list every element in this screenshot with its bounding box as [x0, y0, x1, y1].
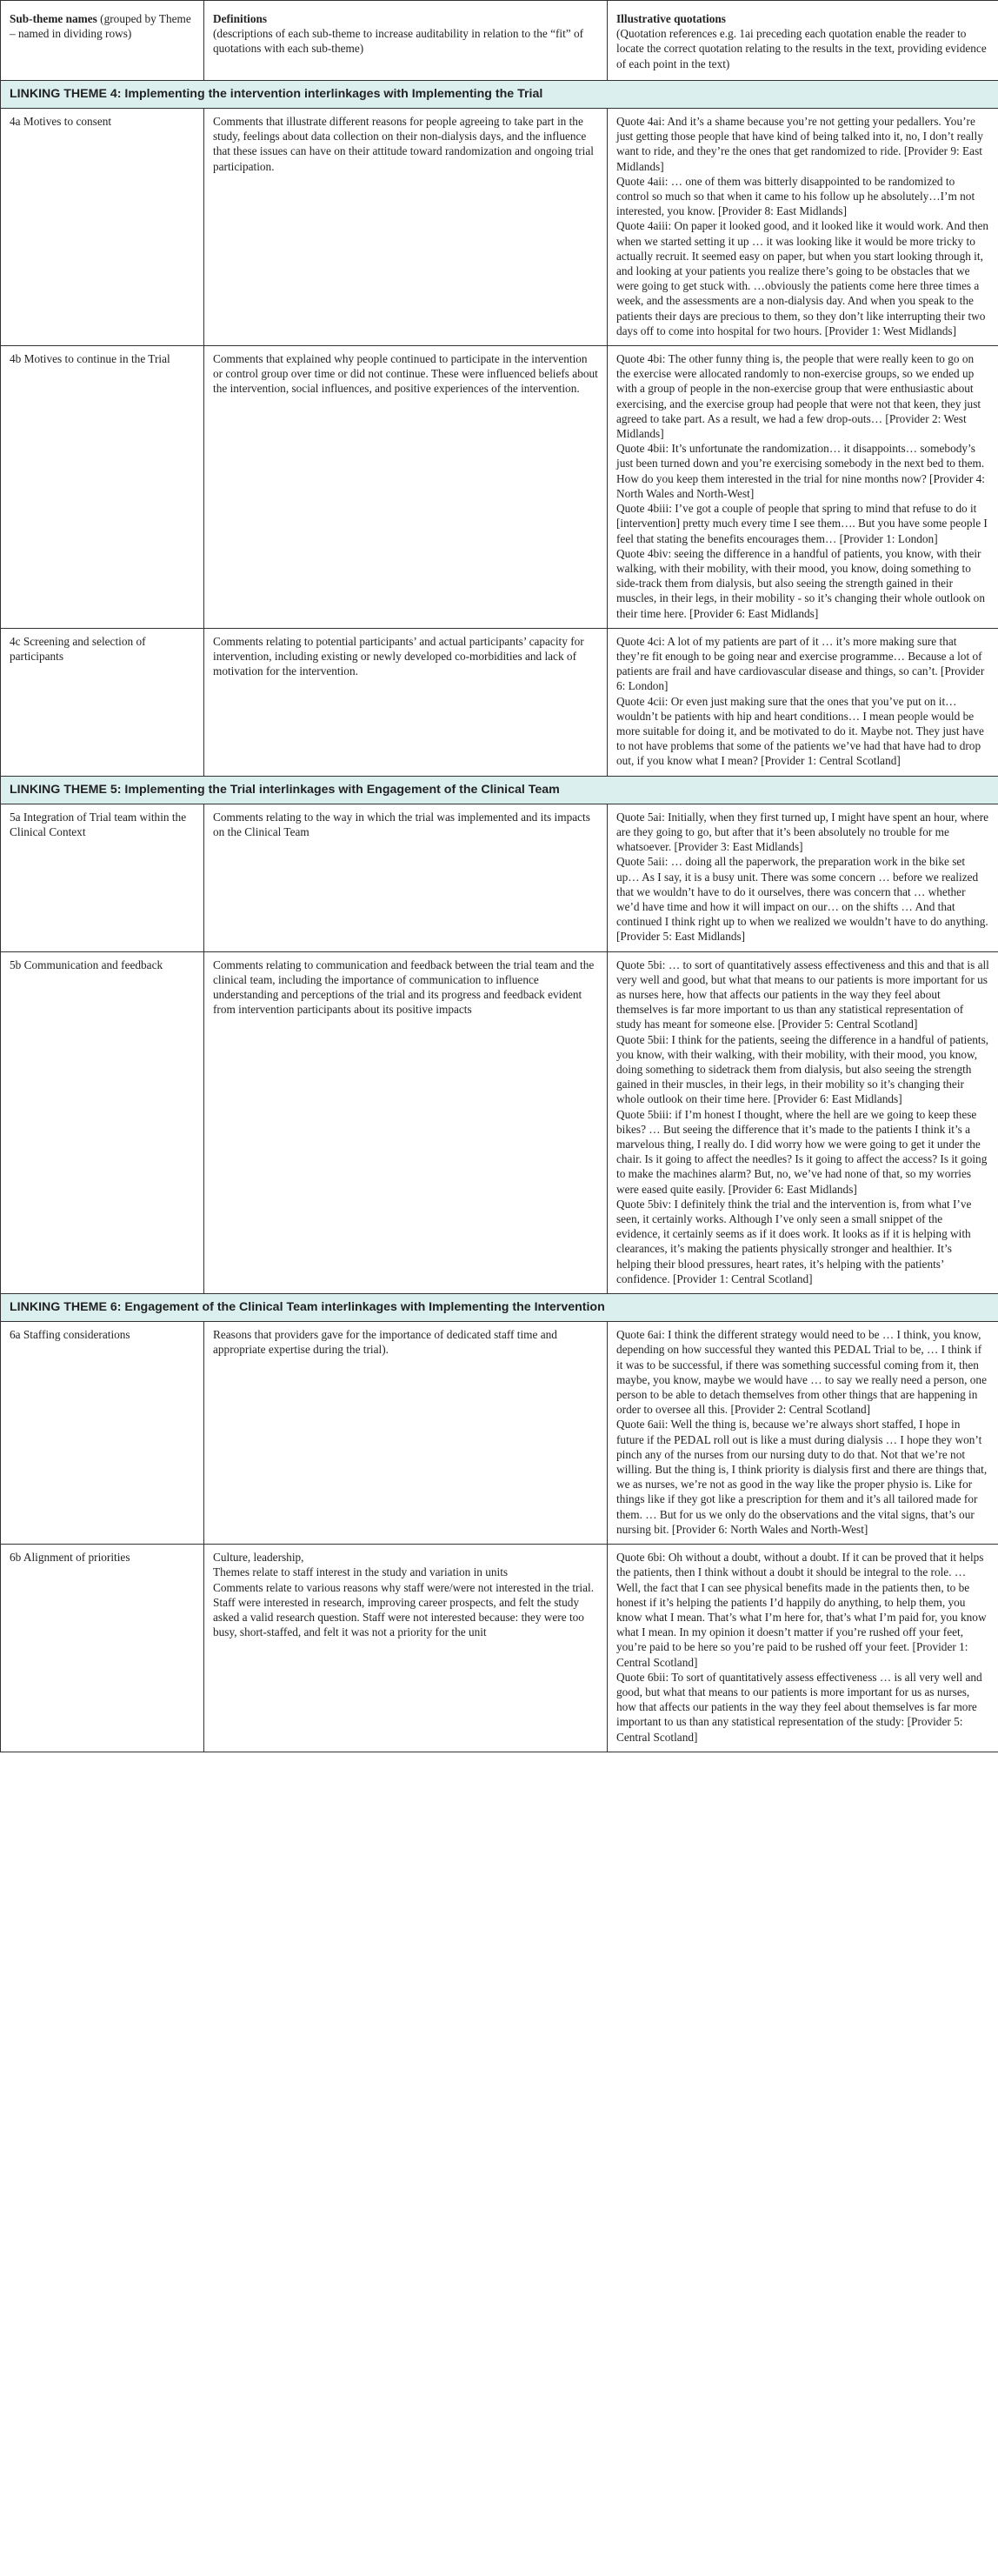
subtheme-row	[1, 1545, 998, 1752]
subtheme-name: 5a Integration of Trial team within the Clinical Context	[1, 804, 204, 951]
theme-title: LINKING THEME 4: Implementing the intervention interlinkages with Implementing the Trial	[1, 80, 998, 108]
theme-title: LINKING THEME 5: Implementing the Trial interlinkages with Engagement of the Clinical Team	[1, 776, 998, 804]
subtheme-name: 6a Staffing considerations	[1, 1322, 204, 1545]
subtheme-quotations	[608, 1322, 998, 1545]
header-cell-quotations	[608, 1, 998, 81]
header-title: Sub-theme names	[10, 12, 97, 25]
header-title: Definitions	[213, 12, 268, 25]
quotation: Quote 5aii: … doing all the paperwork, the preparation work in the bike set up… As I say, it is a busy unit. There was some concern … before we realized that we wouldn’t have to do it ourselves, there was concern that … whether we’d have time and how it will impact on our… on the shifts … And that continued I think right up to when we realized we wouldn’t have to do anything. [Provider 5: East Midlands]	[616, 855, 988, 944]
definition-text: Comments relating to the way in which the trial was implemented and its impacts on the Clinical Team	[213, 810, 590, 838]
quotation: Quote 4biv: seeing the difference in a handful of patients, you know, with their walking, with their mobility, with their mood, you know, doing something to side-track them from dialysis, but also seeing the strength gained in their muscles, in their legs, in their mobility - so it’s changing their whole outlook on their time here. [Provider 6: East Midlands]	[616, 546, 985, 620]
quotation: Quote 6bi: Oh without a doubt, without a doubt. If it can be proved that it helps the patients, then I think without a doubt it should be integral to the role. … Well, the fact that I can see physical benefits made in the patients then, to be honest if it’s helping the patients I’d happily do anything, to help them, you know what I mean. That’s what I’m here for, that’s what I’m paid for, you know what I mean. In my opinion it doesn’t matter if you’re rushed off your feet, you’re paid to be here so you’re paid to be rushed off your feet. [Provider 1: Central Scotland]	[616, 1551, 987, 1669]
subtheme-definition	[204, 804, 608, 951]
header-cell-subtheme	[1, 1, 204, 81]
subtheme-name: 4a Motives to consent	[1, 109, 204, 346]
quotation: Quote 4ai: And it’s a shame because you’re not getting your pedallers. You’re just getting those people that have kind of being talked into it, no, I don’t really want to ride, and they’re the ones that get randomized to ride. [Provider 9: East Midlands]	[616, 115, 983, 173]
header-note: (grouped by Theme – named in dividing rows)	[10, 12, 191, 41]
quotation: Quote 5bii: I think for the patients, seeing the difference in a handful of patients, you know, with their walking, with their mobility, with their mood, you know, doing something to sidetrack them from dialysis, but also seeing the strength gained in their muscles, in their legs, in their mobility so it’s changing their whole outlook on their time here. [Provider 6: East Midlands]	[616, 1032, 989, 1106]
subtheme-row	[1, 109, 998, 346]
theme-row	[1, 1294, 998, 1322]
subtheme-row	[1, 1322, 998, 1545]
definition-text: Reasons that providers gave for the importance of dedicated staff time and appropriate expertise during the trial).	[213, 1328, 557, 1357]
subtheme-row	[1, 804, 998, 951]
subtheme-name: 5b Communication and feedback	[1, 951, 204, 1293]
subtheme-row	[1, 951, 998, 1293]
subtheme-quotations	[608, 628, 998, 776]
definition-text: Themes relate to staff interest in the study and variation in units	[213, 1565, 509, 1579]
quotation: Quote 4bi: The other funny thing is, the people that were really keen to go on the exercise were allocated randomly to non-exercise groups, so we ended up with a group of people in the non-exercise group that were enthusiastic about exercising, and the exercise group had people that were not that keen, they just agreed to take part. As a result, we had a few drop-outs… [Provider 2: West Midlands]	[616, 352, 981, 441]
definition-text: Comments that illustrate different reasons for people agreeing to take part in the study, feelings about data collection on their non-dialysis days, and the influence that these issues can have on their attitude toward randomization and ongoing trial participation.	[213, 115, 594, 173]
theme-row	[1, 776, 998, 804]
quotation: Quote 4aiii: On paper it looked good, and it looked like it would work. And then when we started setting it up … it was looking like it would be more tricky to actually recruit. It seemed easy on paper, but when you start looking through it, and looking at your patients you realize there’s going to be obstacles that we were going to get stuck with. …obviously the patients come here three times a week, and the assessments are a non-dialysis day. And when you speak to the patients their days are precious to them, so they don’t like interrupting their two days off to come into hospital for two hours. [Provider 1: West Midlands]	[616, 219, 989, 337]
definition-text: Comments that explained why people continued to participate in the intervention or control group over time or did not continue. These were influenced beliefs about the intervention, social influences, and positive experiences of the intervention.	[213, 352, 598, 396]
subtheme-definition	[204, 628, 608, 776]
subtheme-quotations	[608, 109, 998, 346]
subtheme-quotations	[608, 804, 998, 951]
subtheme-definition	[204, 109, 608, 346]
quotation: Quote 5biv: I definitely think the trial and the intervention is, from what I’ve seen, it certainly works. Although I’ve only seen a small snippet of the evidence, it certainly seems as if it does work. It looks as if it is helping with clearances, it’s making the patients physically stronger and healthier. It’s helping their blood pressures, heart rates, it’s helping with the patients’ confidence. [Provider 1: Central Scotland]	[616, 1197, 972, 1285]
quotation: Quote 4aii: … one of them was bitterly disappointed to be randomized to control so much so that when it came to his follow up he absolutely…I’m not interested, you know. [Provider 8: East Midlands]	[616, 174, 975, 218]
definition-text: Comments relating to potential participants’ and actual participants’ capacity for intervention, including existing or newly developed co-morbidities and lack of motivation for the intervention.	[213, 634, 584, 678]
header-note: (Quotation references e.g. 1ai preceding each quotation enable the reader to locate the correct quotation relating to the results in the text, providing evidence of each point in the text)	[616, 27, 987, 70]
subtheme-definition	[204, 346, 608, 629]
subtheme-row	[1, 346, 998, 629]
quotation: Quote 6aii: Well the thing is, because we’re always short staffed, I hope in future if the PEDAL roll out is like a must during dialysis … I hope they won’t pinch any of the nurses from our nursing duty to do that. Not that we’re not willing. But the thing is, I think priority is dialysis first and there are things that, we as nurses, we’re not as good in the way like the proper physio is. Like for things like if they got like a prescription for them and it’s all tailored made for them. … But for us we only do the observations and the vital signs, that’s our nursing bit. [Provider 6: North Wales and North-West]	[616, 1418, 988, 1536]
quotation: Quote 4ci: A lot of my patients are part of it … it’s more making sure that they’re fit enough to be going near and exercise programme… Because a lot of patients are frail and have cardiovascular disease and things, so can’t. [Provider 6: London]	[616, 634, 985, 693]
subtheme-name: 4b Motives to continue in the Trial	[1, 346, 204, 629]
definition-text: Culture, leadership,	[213, 1551, 304, 1565]
quotation: Quote 4cii: Or even just making sure that the ones that you’ve put on it… wouldn’t be patients with hip and heart conditions… I mean people would be more suitable for doing it, and be motivated to do it. Maybe not. They just have to not have problems that some of the patients we’ve had that have had to drop out, if you know what I mean? [Provider 1: Central Scotland]	[616, 694, 984, 768]
quotation: Quote 5ai: Initially, when they first turned up, I might have spent an hour, where are they going to go, but after that it’s been absolutely no trouble for me whatsoever. [Provider 3: East Midlands]	[616, 810, 989, 854]
header-note: (descriptions of each sub-theme to increase auditability in relation to the “fit” of quotations with each sub-theme)	[213, 27, 584, 56]
header-cell-definitions	[204, 1, 608, 81]
subtheme-definition	[204, 951, 608, 1293]
subtheme-name: 6b Alignment of priorities	[1, 1545, 204, 1752]
definition-text: Comments relating to communication and feedback between the trial team and the clinical team, including the importance of communication to influence understanding and perceptions of the trial and its progress and feedback evident from intervention participants about its positive impacts	[213, 958, 595, 1017]
quotation: Quote 5biii: if I’m honest I thought, where the hell are we going to keep these bikes? … But seeing the difference that it’s made to the patients I think it’s a marvelous thing, I really do. I did worry how we were going to get it under the chair. Is it going to affect the needles? Is it going to affect the access? Is it going to make the machines alarm? But, no, we’ve had none of that, so my worries were eased quite easily. [Provider 6: East Midlands]	[616, 1107, 988, 1196]
subtheme-row	[1, 628, 998, 776]
theme-row	[1, 80, 998, 108]
header-title: Illustrative quotations	[616, 12, 726, 25]
subtheme-name: 4c Screening and selection of participants	[1, 628, 204, 776]
table-header-row	[1, 1, 998, 81]
quotation: Quote 6ai: I think the different strategy would need to be … I think, you know, depending on how successful they wanted this PEDAL Trial to be, … I think if it was to be successful, if there was something successful coming from it, then maybe, you know, maybe we would have … to say we really need a person, one person to be able to detach themselves from other things that are happening in order to oversee all this. [Provider 2: Central Scotland]	[616, 1328, 987, 1417]
quotation: Quote 6bii: To sort of quantitatively assess effectiveness … is all very well and good, but what that means to our patients is more important for us as nurses, how that affects our patients in the way they feel about themselves is far more important to us than any statistical representation of the study: [Provider 5: Central Scotland]	[616, 1670, 982, 1744]
subtheme-quotations	[608, 951, 998, 1293]
definition-text: Comments relate to various reasons why staff were/were not interested in the trial. Staff were interested in research, improving career prospects, and felt the study asked a valid research question. Staff were not interested because: they were too busy, short-staffed, and felt it was not a priority for the unit	[213, 1580, 595, 1639]
subtheme-definition	[204, 1545, 608, 1752]
subtheme-definition	[204, 1322, 608, 1545]
subtheme-quotations	[608, 346, 998, 629]
quotation: Quote 5bi: … to sort of quantitatively assess effectiveness and this and that is all very well and good, but what that means to our patients is more important for us as nurses here, how that affects our patients in the way they feel about themselves is far more important to us than any statistical representation of study has meant for someone else. [Provider 5: Central Scotland]	[616, 958, 989, 1031]
subtheme-quotations	[608, 1545, 998, 1752]
theme-title: LINKING THEME 6: Engagement of the Clinical Team interlinkages with Implementing the Intervention	[1, 1294, 998, 1322]
quotation: Quote 4biii: I’ve got a couple of people that spring to mind that refuse to do it [intervention] pretty much every time I see them…. But you have some people I feel that stating the benefits encourages them… [Provider 1: London]	[616, 502, 988, 545]
quotation: Quote 4bii: It’s unfortunate the randomization… it disappoints… somebody’s just been turned down and you’re exercising somebody in the next bed to them. How do you keep them interested in the trial for nine months now? [Provider 4: North Wales and North-West]	[616, 442, 985, 500]
